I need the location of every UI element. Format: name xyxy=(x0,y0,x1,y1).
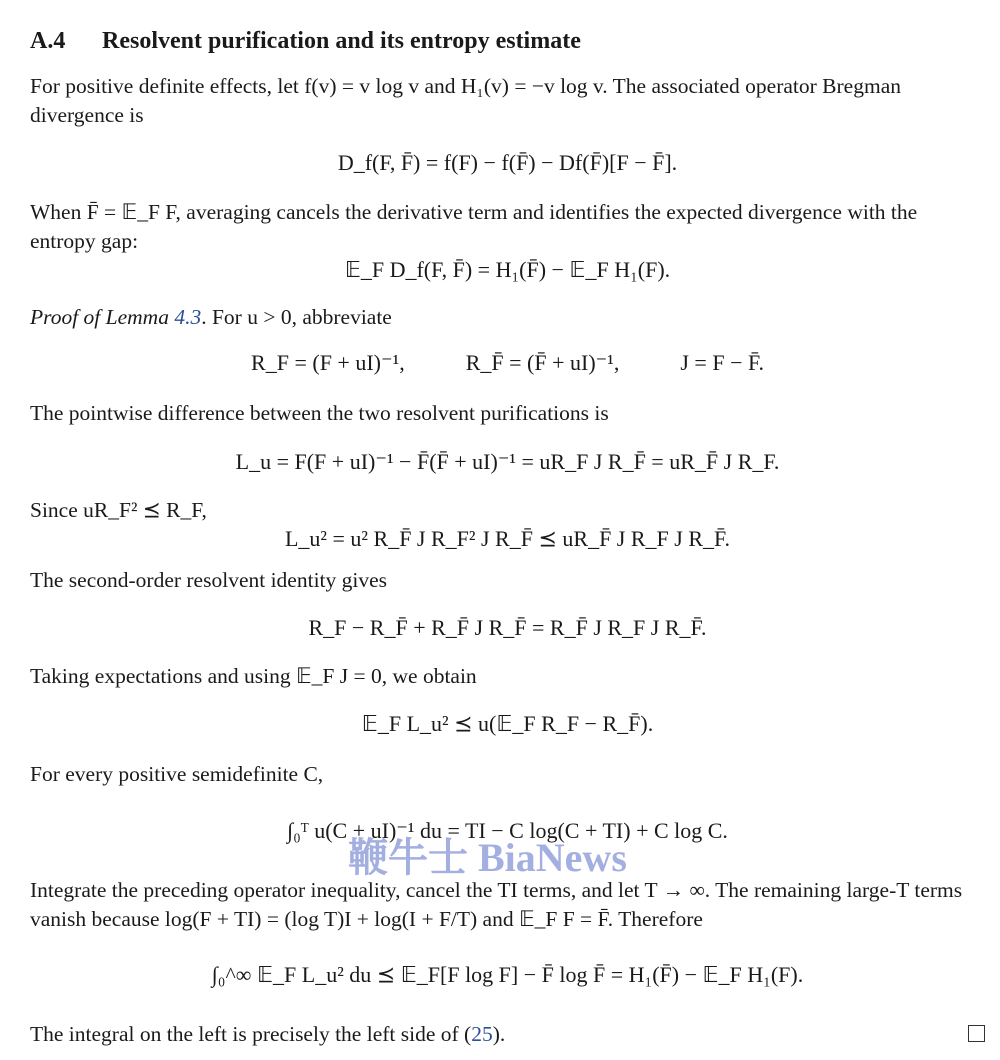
eq-abbrev xyxy=(30,350,985,376)
eq-bregman: D_f(F, F̄) = f(F) − f(F̄) − Df(F̄)[F − F̄]. xyxy=(337,150,678,175)
closing-text: The integral on the left is precisely the left side of ( xyxy=(30,1022,472,1046)
eq-resolvent-identity: R_F − R_F̄ + R_F̄ J R_F̄ = R_F̄ J R_F J R_F̄. xyxy=(308,615,707,640)
proof-after: . For u > 0, abbreviate xyxy=(201,305,392,329)
proof-line xyxy=(30,303,985,332)
section-title: Resolvent purification and its entropy estimate xyxy=(102,28,581,54)
second-order-paragraph: The second-order resolvent identity gives xyxy=(30,568,388,592)
every-paragraph: For every positive semidefinite C, xyxy=(30,762,324,786)
qed-square-icon xyxy=(968,1025,985,1042)
eq-expectation: 𝔼_F L_u² ⪯ u(𝔼_F R_F − R_F̄). xyxy=(361,711,654,736)
since-paragraph: Since uR_F² ⪯ R_F, xyxy=(30,498,207,522)
proof-label: Proof of Lemma xyxy=(30,305,169,329)
eq-abbrev-rfbar: R_F̄ = (F̄ + uI)⁻¹, xyxy=(465,350,620,375)
when-paragraph: When F̄ = 𝔼_F F, averaging cancels the derivative term and identifies the expected divergence with the entropy gap: xyxy=(30,200,918,253)
eq-integral: ∫₀ᵀ u(C + uI)⁻¹ du = TI − C log(C + TI) + C log C. xyxy=(287,818,728,843)
pointwise-paragraph: The pointwise difference between the two resolvent purifications is xyxy=(30,401,609,425)
section-heading xyxy=(30,28,581,55)
equation-ref-link[interactable]: 25 xyxy=(471,1022,493,1046)
eq-final: ∫₀^∞ 𝔼_F L_u² du ⪯ 𝔼_F[F log F] − F̄ log F̄ = H₁(F̄) − 𝔼_F H₁(F). xyxy=(211,962,804,987)
taking-paragraph: Taking expectations and using 𝔼_F J = 0, we obtain xyxy=(30,664,477,688)
lemma-ref-link[interactable]: 4.3 xyxy=(174,305,202,329)
eq-abbrev-j: J = F − F̄. xyxy=(680,350,764,375)
eq-l2: L_u² = u² R_F̄ J R_F² J R_F̄ ⪯ uR_F̄ J R_F J R_F̄. xyxy=(284,526,730,551)
integrate-paragraph: Integrate the preceding operator inequality, cancel the TI terms, and let T → ∞. The remaining large-T terms vanish because log(F + TI) = (log T)I + log(I + F/T) and 𝔼_F F = F̄. Therefore xyxy=(30,878,963,931)
section-number: A.4 xyxy=(30,28,66,54)
eq-abbrev-rf: R_F = (F + uI)⁻¹, xyxy=(251,350,405,375)
closing-end: ). xyxy=(492,1022,506,1046)
eq-lu: L_u = F(F + uI)⁻¹ − F̄(F̄ + uI)⁻¹ = uR_F J R_F̄ = uR_F̄ J R_F. xyxy=(235,449,780,474)
eq-entropy-gap: 𝔼_F D_f(F, F̄) = H₁(F̄) − 𝔼_F H₁(F). xyxy=(344,257,671,282)
closing-line xyxy=(30,1020,985,1049)
watermark: 鞭牛士 BiaNews xyxy=(348,835,627,880)
intro-paragraph: For positive definite effects, let f(v) = v log v and H₁(v) = −v log v. The associated operator Bregman divergence is xyxy=(30,74,901,127)
